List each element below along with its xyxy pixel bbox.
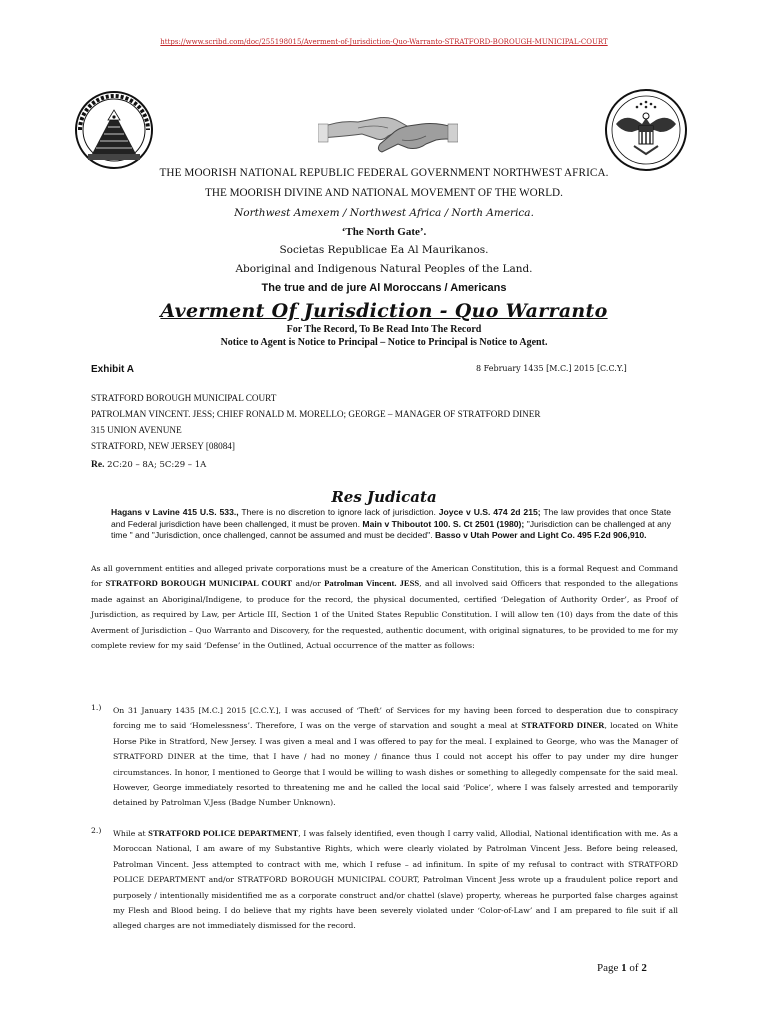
page-total: 2 xyxy=(641,962,647,974)
paragraph-1-diner-name: STRATFORD DINER xyxy=(521,720,605,731)
header-line-2: THE MOORISH DIVINE AND NATIONAL MOVEMENT OF THE WORLD. xyxy=(205,187,563,199)
address-line-3: 315 UNION AVENUNE xyxy=(91,425,182,435)
re-value: 2C:20 – 8A; 5C:29 – 1A xyxy=(107,460,207,470)
header-line-7: The true and de jure Al Moroccans / Americans xyxy=(261,282,507,294)
citation-joyce: Joyce v U.S. 474 2d 215; xyxy=(438,507,541,517)
subtitle-record: For The Record, To Be Read Into The Record xyxy=(286,324,482,335)
intro-text-2: and/or xyxy=(292,579,325,589)
intro-court-name: STRATFORD BOROUGH MUNICIPAL COURT xyxy=(105,578,293,589)
citation-text-2: The law provides that once State and Federal jurisdiction have been challenged, it must be proven. xyxy=(111,507,671,529)
paragraph-2-number: 2.) xyxy=(91,826,102,835)
address-line-4: STRATFORD, NEW JERSEY [08084] xyxy=(91,441,235,451)
header-line-4: ‘The North Gate’. xyxy=(341,226,427,238)
page-of-label: of xyxy=(626,962,642,974)
address-line-1: STRATFORD BOROUGH MUNICIPAL COURT xyxy=(91,393,277,403)
citation-text-1: There is no discretion to ignore lack of jurisdiction. xyxy=(238,507,439,517)
citation-basso: Basso v Utah Power and Light Co. 495 F.2d 906,910. xyxy=(434,530,647,541)
paragraph-2-police-dept: STRATFORD POLICE DEPARTMENT xyxy=(148,828,299,838)
page-number xyxy=(597,962,647,974)
handshake-icon xyxy=(318,98,458,162)
header-line-1: THE MOORISH NATIONAL REPUBLIC FEDERAL GOVERNMENT NORTHWEST AFRICA. xyxy=(159,167,609,179)
intro-text-3: , and all involved said Officers that responded to the allegations made against an Aboriginal/Indigene, to produce for the record, the physical documented, certified ‘Delegation of Authority Order’, as Proof of Jurisdiction, as required by Law, per Article III, Section 1 of the United States Republic Constitution. I will allow ten (10) days from the date of this Averment of Jurisdiction – Quo Warranto and Discovery, for the requested, authentic document, with original signatures, to be provided to me for my complete review for my said ‘Defense’ in the Outlined, Actual occurrence of the matter as follows: xyxy=(91,579,678,651)
exhibit-label: Exhibit A xyxy=(91,364,134,375)
paragraph-2 xyxy=(113,826,678,934)
intro-patrolman-name: Patrolman Vincent. JESS xyxy=(324,578,420,589)
intro-paragraph xyxy=(91,561,678,653)
re-line xyxy=(91,460,206,470)
citation-main: Main v Thiboutot 100. S. Ct 2501 (1980); xyxy=(362,518,525,529)
eagle-seal-icon xyxy=(604,88,688,172)
case-citations xyxy=(111,507,671,542)
citation-hagans: Hagans v Lavine 415 U.S. 533., xyxy=(111,507,239,517)
paragraph-2-text-1: While at xyxy=(113,829,149,838)
subtitle-notice: Notice to Agent is Notice to Principal – Notice to Principal is Notice to Agent. xyxy=(220,337,548,348)
paragraph-1-text-1: On 31 January 1435 [M.C.] 2015 [C.C.Y.], I was accused of ‘Theft’ of Services for my having been forced to desperation due to conspiracy forcing me to said ‘Homelessness’. Therefore, I was on the verge of starvation and sought a meal at xyxy=(113,706,678,731)
document-date: 8 February 1435 [M.C.] 2015 [C.C.Y.] xyxy=(476,364,627,373)
paragraph-1 xyxy=(113,703,678,811)
pyramid-seal-icon xyxy=(74,90,154,170)
header-line-6: Aboriginal and Indigenous Natural Peoples of the Land. xyxy=(235,263,533,275)
citation-text-3: "Jurisdiction can be challenged at any time " and "Jurisdiction, once challenged, cannot be assumed and must be decided". xyxy=(111,518,671,541)
re-label: Re. xyxy=(91,460,105,470)
page-current: 1 xyxy=(621,962,627,974)
address-line-2: PATROLMAN VINCENT. JESS; CHIEF RONALD M. MORELLO; GEORGE – MANAGER OF STRATFORD DINER xyxy=(91,409,541,419)
intro-text-1: As all government entities and alleged private corporations must be a creature of the American Constitution, this is a formal Request and Command for xyxy=(91,564,678,589)
paragraph-1-text-2: , located on White Horse Pike in Stratford, New Jersey. I was given a meal and I was offered to pay for the meal. I explained to George, who was the Manager of STRATFORD DINER at the time, that I have / had no money / finance thus I could not accept his offer to pay under my dire hunger circumstances. In honor, I mentioned to George that I would be willing to wash dishes or something to allegedly compensate for the said meal. However, George immediately resorted to threatening me and he called the local said ‘Police’, where I was falsely arrested and temporarily detained by Patrolman V.Jess (Badge Number Unknown). xyxy=(113,721,678,808)
page-label: Page xyxy=(597,962,622,974)
header-line-5: Societas Republicae Ea Al Maurikanos. xyxy=(279,244,489,256)
header-line-3: Northwest Amexem / Northwest Africa / North America. xyxy=(234,207,534,219)
document-title: Averment Of Jurisdiction - Quo Warranto xyxy=(160,300,608,322)
res-judicata-heading: Res Judicata xyxy=(331,488,437,506)
paragraph-2-text-2: , I was falsely identified, even though I carry valid, Allodial, National identification with me. As a Moroccan National, I am aware of my Substantive Rights, which were clearly violated by Patrolman Vincent Jess. Before being released, Patrolman Vincent. Jess attempted to contract with me, which I refuse – ad infinitum. In spite of my refusal to contract with STRATFORD POLICE DEPARTMENT and/or STRATFORD BOROUGH MUNICIPAL COURT, Patrolman Vincent Jess wrote up a fraudulent police report and purposely / intentionally misidentified me as a corporate construct and/or chattel (slave) property, whereas he purported false charges against my Flesh and Blood being. I do believe that my rights have been severely violated under ‘Color-of-Law’ and I am prepared to file suit if all alleged charges are not immediately dismissed for the record. xyxy=(113,829,678,931)
paragraph-1-number: 1.) xyxy=(91,703,102,712)
source-url-link[interactable]: https://www.scribd.com/doc/255198015/Averment-of-Jurisdiction-Quo-Warranto-STRATFORD-BOROUGH-MUNICIPAL-COURT xyxy=(160,38,608,46)
